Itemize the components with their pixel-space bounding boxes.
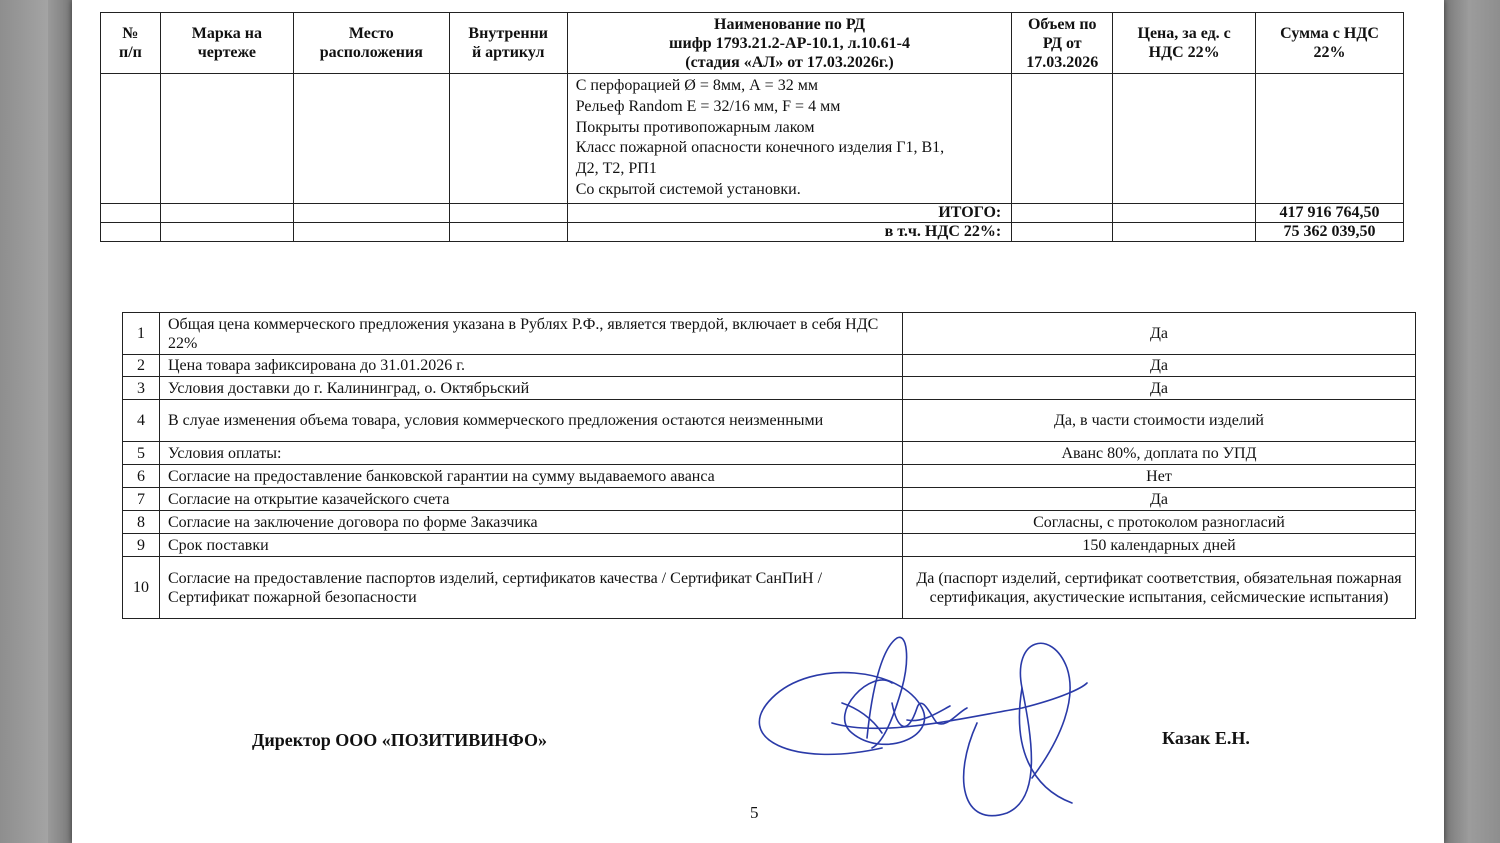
cell-empty: [449, 222, 567, 241]
vat-row: [101, 222, 1404, 241]
condition-number: 1: [123, 313, 160, 355]
condition-text: Согласие на предоставление банковской гарантии на сумму выдаваемого аванса: [160, 465, 903, 488]
viewer-margin-left: [48, 0, 72, 843]
condition-answer: Да: [903, 355, 1416, 377]
condition-text: В слуае изменения объема товара, условия коммерческого предложения остаются неизменными: [160, 400, 903, 442]
spec-item-row: [101, 74, 1404, 204]
total-row: [101, 203, 1404, 222]
condition-text: Согласие на предоставление паспортов изделий, сертификатов качества / Сертификат СанПиН / Сертификат пожарной безопасности: [160, 557, 903, 619]
condition-text: Согласие на заключение договора по форме Заказчика: [160, 511, 903, 534]
condition-answer: Да: [903, 488, 1416, 511]
cell-empty: [101, 74, 161, 204]
cell-empty: [160, 203, 293, 222]
header-article: Внутренни й артикул: [449, 13, 567, 74]
conditions-body: [123, 313, 1416, 619]
condition-number: 4: [123, 400, 160, 442]
vat-label: в т.ч. НДС 22%:: [567, 222, 1012, 241]
description-line: Покрыты противопожарным лаком: [575, 118, 815, 136]
condition-row: [123, 488, 1416, 511]
condition-number: 10: [123, 557, 160, 619]
item-description: [567, 74, 1012, 204]
cell-empty: [293, 222, 449, 241]
description-line: Д2, Т2, РП1: [575, 160, 657, 178]
cell-empty: [1113, 74, 1256, 204]
condition-answer: Аванс 80%, доплата по УПД: [903, 442, 1416, 465]
cell-empty: [1012, 74, 1113, 204]
spec-table: [100, 12, 1404, 242]
header-name: Наименование по РД шифр 1793.21.2-АР-10.1, л.10.61-4 (стадия «АЛ» от 17.03.2026г.): [567, 13, 1012, 74]
page-number: 5: [750, 803, 759, 822]
handwritten-signature: [732, 628, 1092, 828]
cell-empty: [1113, 203, 1256, 222]
vat-value: 75 362 039,50: [1256, 222, 1404, 241]
header-sum: Сумма с НДС 22%: [1256, 13, 1404, 74]
condition-row: [123, 400, 1416, 442]
condition-text: Общая цена коммерческого предложения указана в Рублях Р.Ф., является твердой, включает в себя НДС 22%: [160, 313, 903, 355]
condition-number: 2: [123, 355, 160, 377]
condition-row: [123, 442, 1416, 465]
condition-answer: Да, в части стоимости изделий: [903, 400, 1416, 442]
condition-row: [123, 355, 1416, 377]
condition-answer: 150 календарных дней: [903, 534, 1416, 557]
cell-empty: [1113, 222, 1256, 241]
header-volume: Объем по РД от 17.03.2026: [1012, 13, 1113, 74]
description-line: Рельеф Random E = 32/16 мм, F = 4 мм: [575, 97, 841, 115]
condition-answer: Да: [903, 377, 1416, 400]
description-line: Со скрытой системой установки.: [575, 180, 801, 198]
condition-text: Согласие на открытие казачейского счета: [160, 488, 903, 511]
cell-empty: [449, 203, 567, 222]
condition-text: Срок поставки: [160, 534, 903, 557]
cell-empty: [1012, 222, 1113, 241]
condition-text: Цена товара зафиксирована до 31.01.2026 г.: [160, 355, 903, 377]
header-mark: Марка на чертеже: [160, 13, 293, 74]
signatory-position: Директор ООО «ПОЗИТИВИНФО»: [252, 730, 547, 750]
conditions-table: [122, 312, 1416, 619]
condition-row: [123, 377, 1416, 400]
total-label: ИТОГО:: [567, 203, 1012, 222]
cell-empty: [449, 74, 567, 204]
condition-number: 6: [123, 465, 160, 488]
condition-answer: Да (паспорт изделий, сертификат соответствия, обязательная пожарная сертификация, акустические испытания, сейсмические испытания): [903, 557, 1416, 619]
condition-text: Условия доставки до г. Калининград, о. Октябрьский: [160, 377, 903, 400]
signatory-name: Казак Е.Н.: [1162, 728, 1250, 748]
header-unit-price: Цена, за ед. с НДС 22%: [1113, 13, 1256, 74]
condition-row: [123, 465, 1416, 488]
description-line: Класс пожарной опасности конечного изделия Г1, В1,: [575, 139, 945, 157]
header-location: Место расположения: [293, 13, 449, 74]
condition-answer: Да: [903, 313, 1416, 355]
cell-empty: [293, 203, 449, 222]
cell-empty: [1256, 74, 1404, 204]
condition-row: [123, 313, 1416, 355]
condition-number: 3: [123, 377, 160, 400]
condition-row: [123, 557, 1416, 619]
cell-empty: [1012, 203, 1113, 222]
condition-row: [123, 534, 1416, 557]
cell-empty: [101, 203, 161, 222]
total-value: 417 916 764,50: [1256, 203, 1404, 222]
spec-header-row: [101, 13, 1404, 74]
condition-number: 7: [123, 488, 160, 511]
viewer-margin-right: [1444, 0, 1468, 843]
condition-row: [123, 511, 1416, 534]
cell-empty: [160, 222, 293, 241]
document-page[interactable]: [72, 0, 1444, 843]
cell-empty: [160, 74, 293, 204]
cell-empty: [101, 222, 161, 241]
description-line: С перфорацией Ø = 8мм, А = 32 мм: [575, 77, 818, 94]
condition-answer: Согласны, с протоколом разногласий: [903, 511, 1416, 534]
cell-empty: [293, 74, 449, 204]
condition-answer: Нет: [903, 465, 1416, 488]
condition-number: 8: [123, 511, 160, 534]
condition-text: Условия оплаты:: [160, 442, 903, 465]
header-number: № п/п: [101, 13, 161, 74]
condition-number: 5: [123, 442, 160, 465]
condition-number: 9: [123, 534, 160, 557]
